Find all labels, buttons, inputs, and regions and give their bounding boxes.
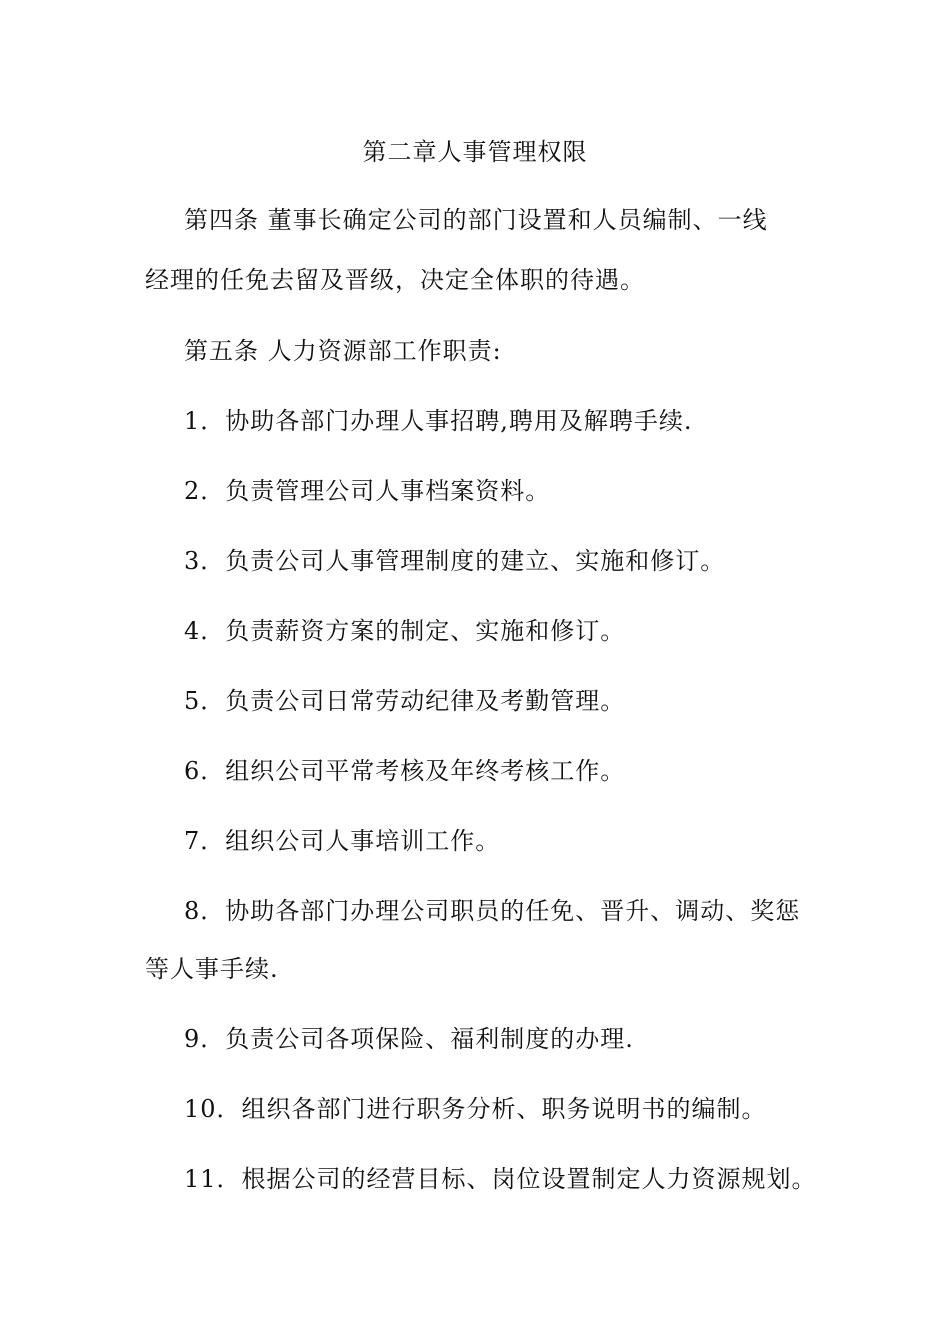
list-item: 6．组织公司平常考核及年终考核工作。 bbox=[184, 757, 626, 785]
list-item: 3．负责公司人事管理制度的建立、实施和修订。 bbox=[184, 547, 726, 575]
list-item: 9．负责公司各项保险、福利制度的办理. bbox=[184, 1025, 634, 1053]
list-item: 7．组织公司人事培训工作。 bbox=[184, 827, 501, 855]
list-item: 10．组织各部门进行职务分析、职务说明书的编制。 bbox=[184, 1095, 767, 1123]
list-item: 11．根据公司的经营目标、岗位设置制定人力资源规划。 bbox=[184, 1165, 817, 1193]
article-5-heading: 第五条 人力资源部工作职责: bbox=[184, 337, 502, 365]
list-item: 5．负责公司日常劳动纪律及考勤管理。 bbox=[184, 687, 626, 715]
article-4-line-2: 经理的任免去留及晋级，决定全体职的待遇。 bbox=[145, 266, 645, 294]
list-item: 2．负责管理公司人事档案资料。 bbox=[184, 477, 551, 505]
list-item: 1．协助各部门办理人事招聘,聘用及解聘手续. bbox=[184, 407, 693, 435]
chapter-title: 第二章人事管理权限 bbox=[362, 138, 588, 166]
article-4-line-1: 第四条 董事长确定公司的部门设置和人员编制、一线 bbox=[184, 206, 768, 234]
list-item: 8．协助各部门办理公司职员的任免、晋升、调动、奖惩 bbox=[184, 897, 801, 925]
list-item: 4．负责薪资方案的制定、实施和修订。 bbox=[184, 617, 626, 645]
list-item-continuation: 等人事手续. bbox=[145, 955, 279, 983]
